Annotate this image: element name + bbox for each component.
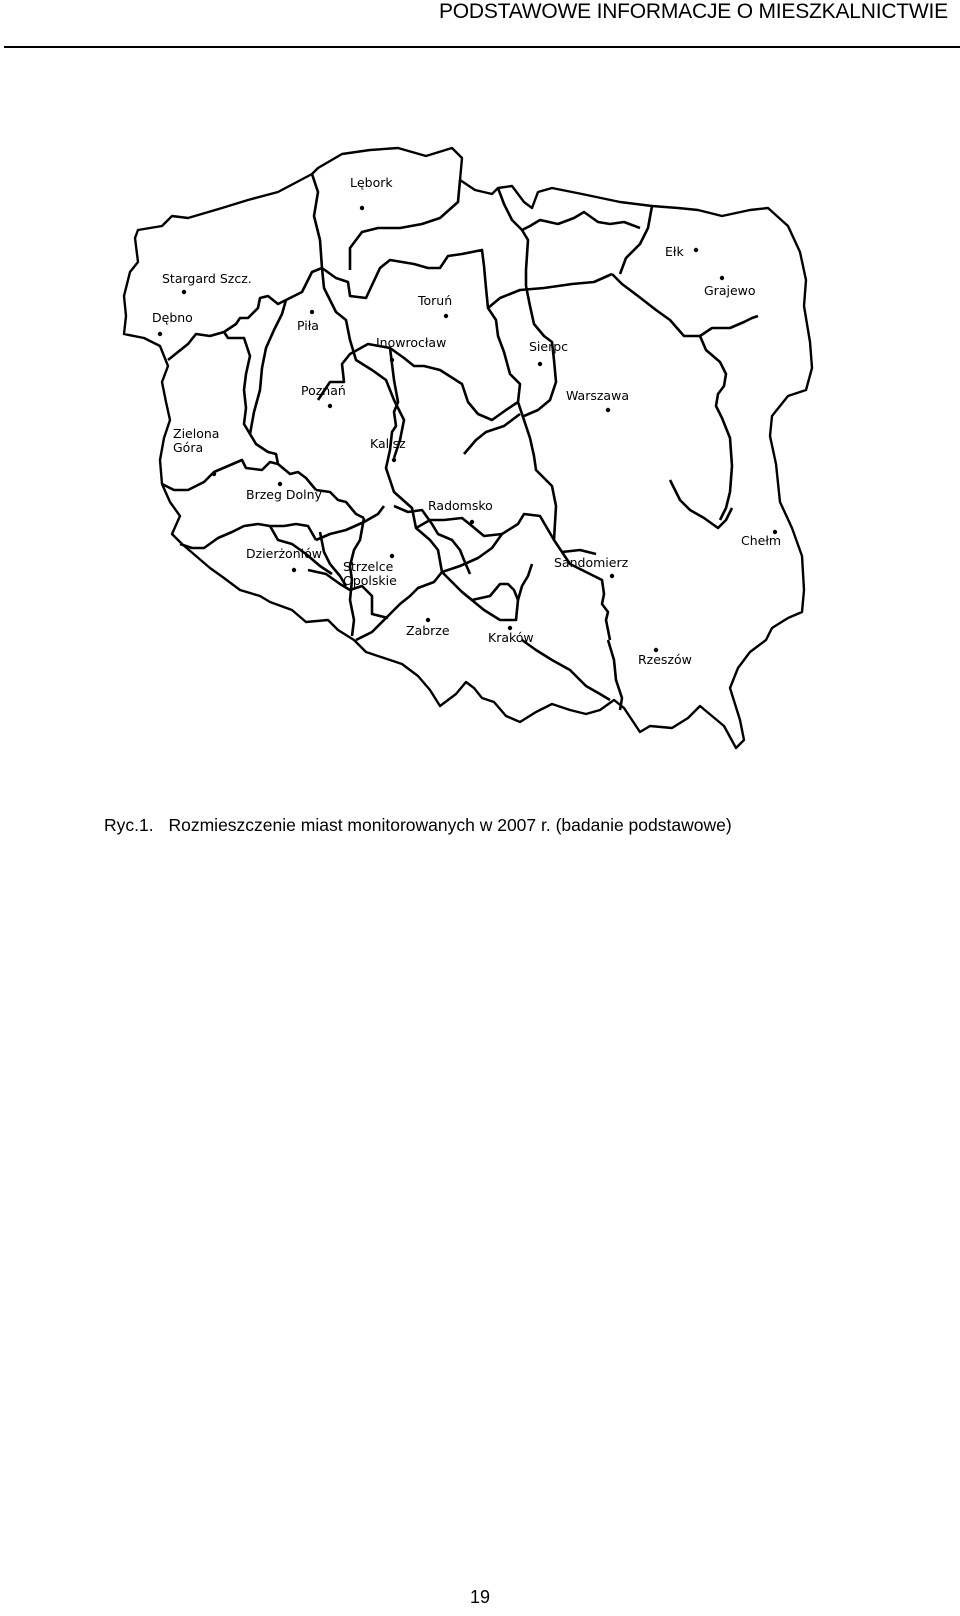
city-rzeszow <box>638 648 692 667</box>
svg-text:Toruń: Toruń <box>418 293 453 308</box>
svg-text:Inowrocław: Inowrocław <box>376 335 447 350</box>
city-zabrze <box>406 618 450 638</box>
city-krakow <box>488 626 534 645</box>
city-debno <box>152 310 193 336</box>
poland-map <box>100 120 860 780</box>
header-rule <box>4 46 960 48</box>
city-lebork <box>350 175 393 210</box>
svg-text:Grajewo: Grajewo <box>704 283 756 298</box>
svg-text:StrzelceOpolskie: Strzelce Opolskie <box>343 559 397 588</box>
city-elk <box>665 244 698 259</box>
city-warszawa <box>566 388 629 412</box>
svg-text:Piła: Piła <box>297 318 319 333</box>
svg-text:Kalisz: Kalisz <box>370 436 406 451</box>
city-sierpc <box>529 339 568 366</box>
svg-text:Warszawa: Warszawa <box>566 388 629 403</box>
city-label-zielona: Zielona <box>173 426 220 441</box>
city-torun <box>417 293 452 318</box>
city-chelm <box>741 530 781 548</box>
svg-text:Lębork: Lębork <box>350 175 393 190</box>
svg-text:Kraków: Kraków <box>488 630 534 645</box>
svg-text:Rzeszów: Rzeszów <box>638 652 692 667</box>
svg-text:Sandomierz: Sandomierz <box>554 555 629 570</box>
svg-text:Poznań: Poznań <box>301 383 346 398</box>
figure-label: Ryc.1. <box>104 815 154 835</box>
svg-text:Sierpc: Sierpc <box>529 339 569 354</box>
svg-text:Chełm: Chełm <box>741 533 782 548</box>
city-grajewo <box>704 276 756 298</box>
city-inowroclaw <box>376 335 446 362</box>
svg-text:Dzierżoniów: Dzierżoniów <box>246 546 322 561</box>
svg-text:Ełk: Ełk <box>665 244 684 259</box>
svg-text:Brzeg Dolny: Brzeg Dolny <box>246 487 322 502</box>
page-number: 19 <box>469 1587 491 1607</box>
running-header: PODSTAWOWE INFORMACJE O MIESZKALNICTWIE <box>438 0 948 23</box>
svg-text:Zabrze: Zabrze <box>406 623 450 638</box>
city-pila <box>297 310 319 333</box>
city-zielona-gora <box>173 426 223 476</box>
city-stargard <box>162 271 252 294</box>
svg-text:Stargard Szcz.: Stargard Szcz. <box>162 271 252 286</box>
city-poznan <box>301 383 346 408</box>
city-label-line2: Góra <box>173 440 204 455</box>
city-strzelce <box>343 554 397 588</box>
city-dzierzoniow <box>246 546 322 572</box>
svg-text:Radomsko: Radomsko <box>428 498 493 513</box>
city-label-line2: Opolskie <box>343 573 397 588</box>
figure-caption <box>104 815 732 836</box>
svg-text:Dębno: Dębno <box>152 310 193 325</box>
figure-caption-text: Rozmieszczenie miast monitorowanych w 2007 r. (badanie podstawowe) <box>168 815 732 835</box>
svg-text:Zielona Góra <box>173 426 223 455</box>
